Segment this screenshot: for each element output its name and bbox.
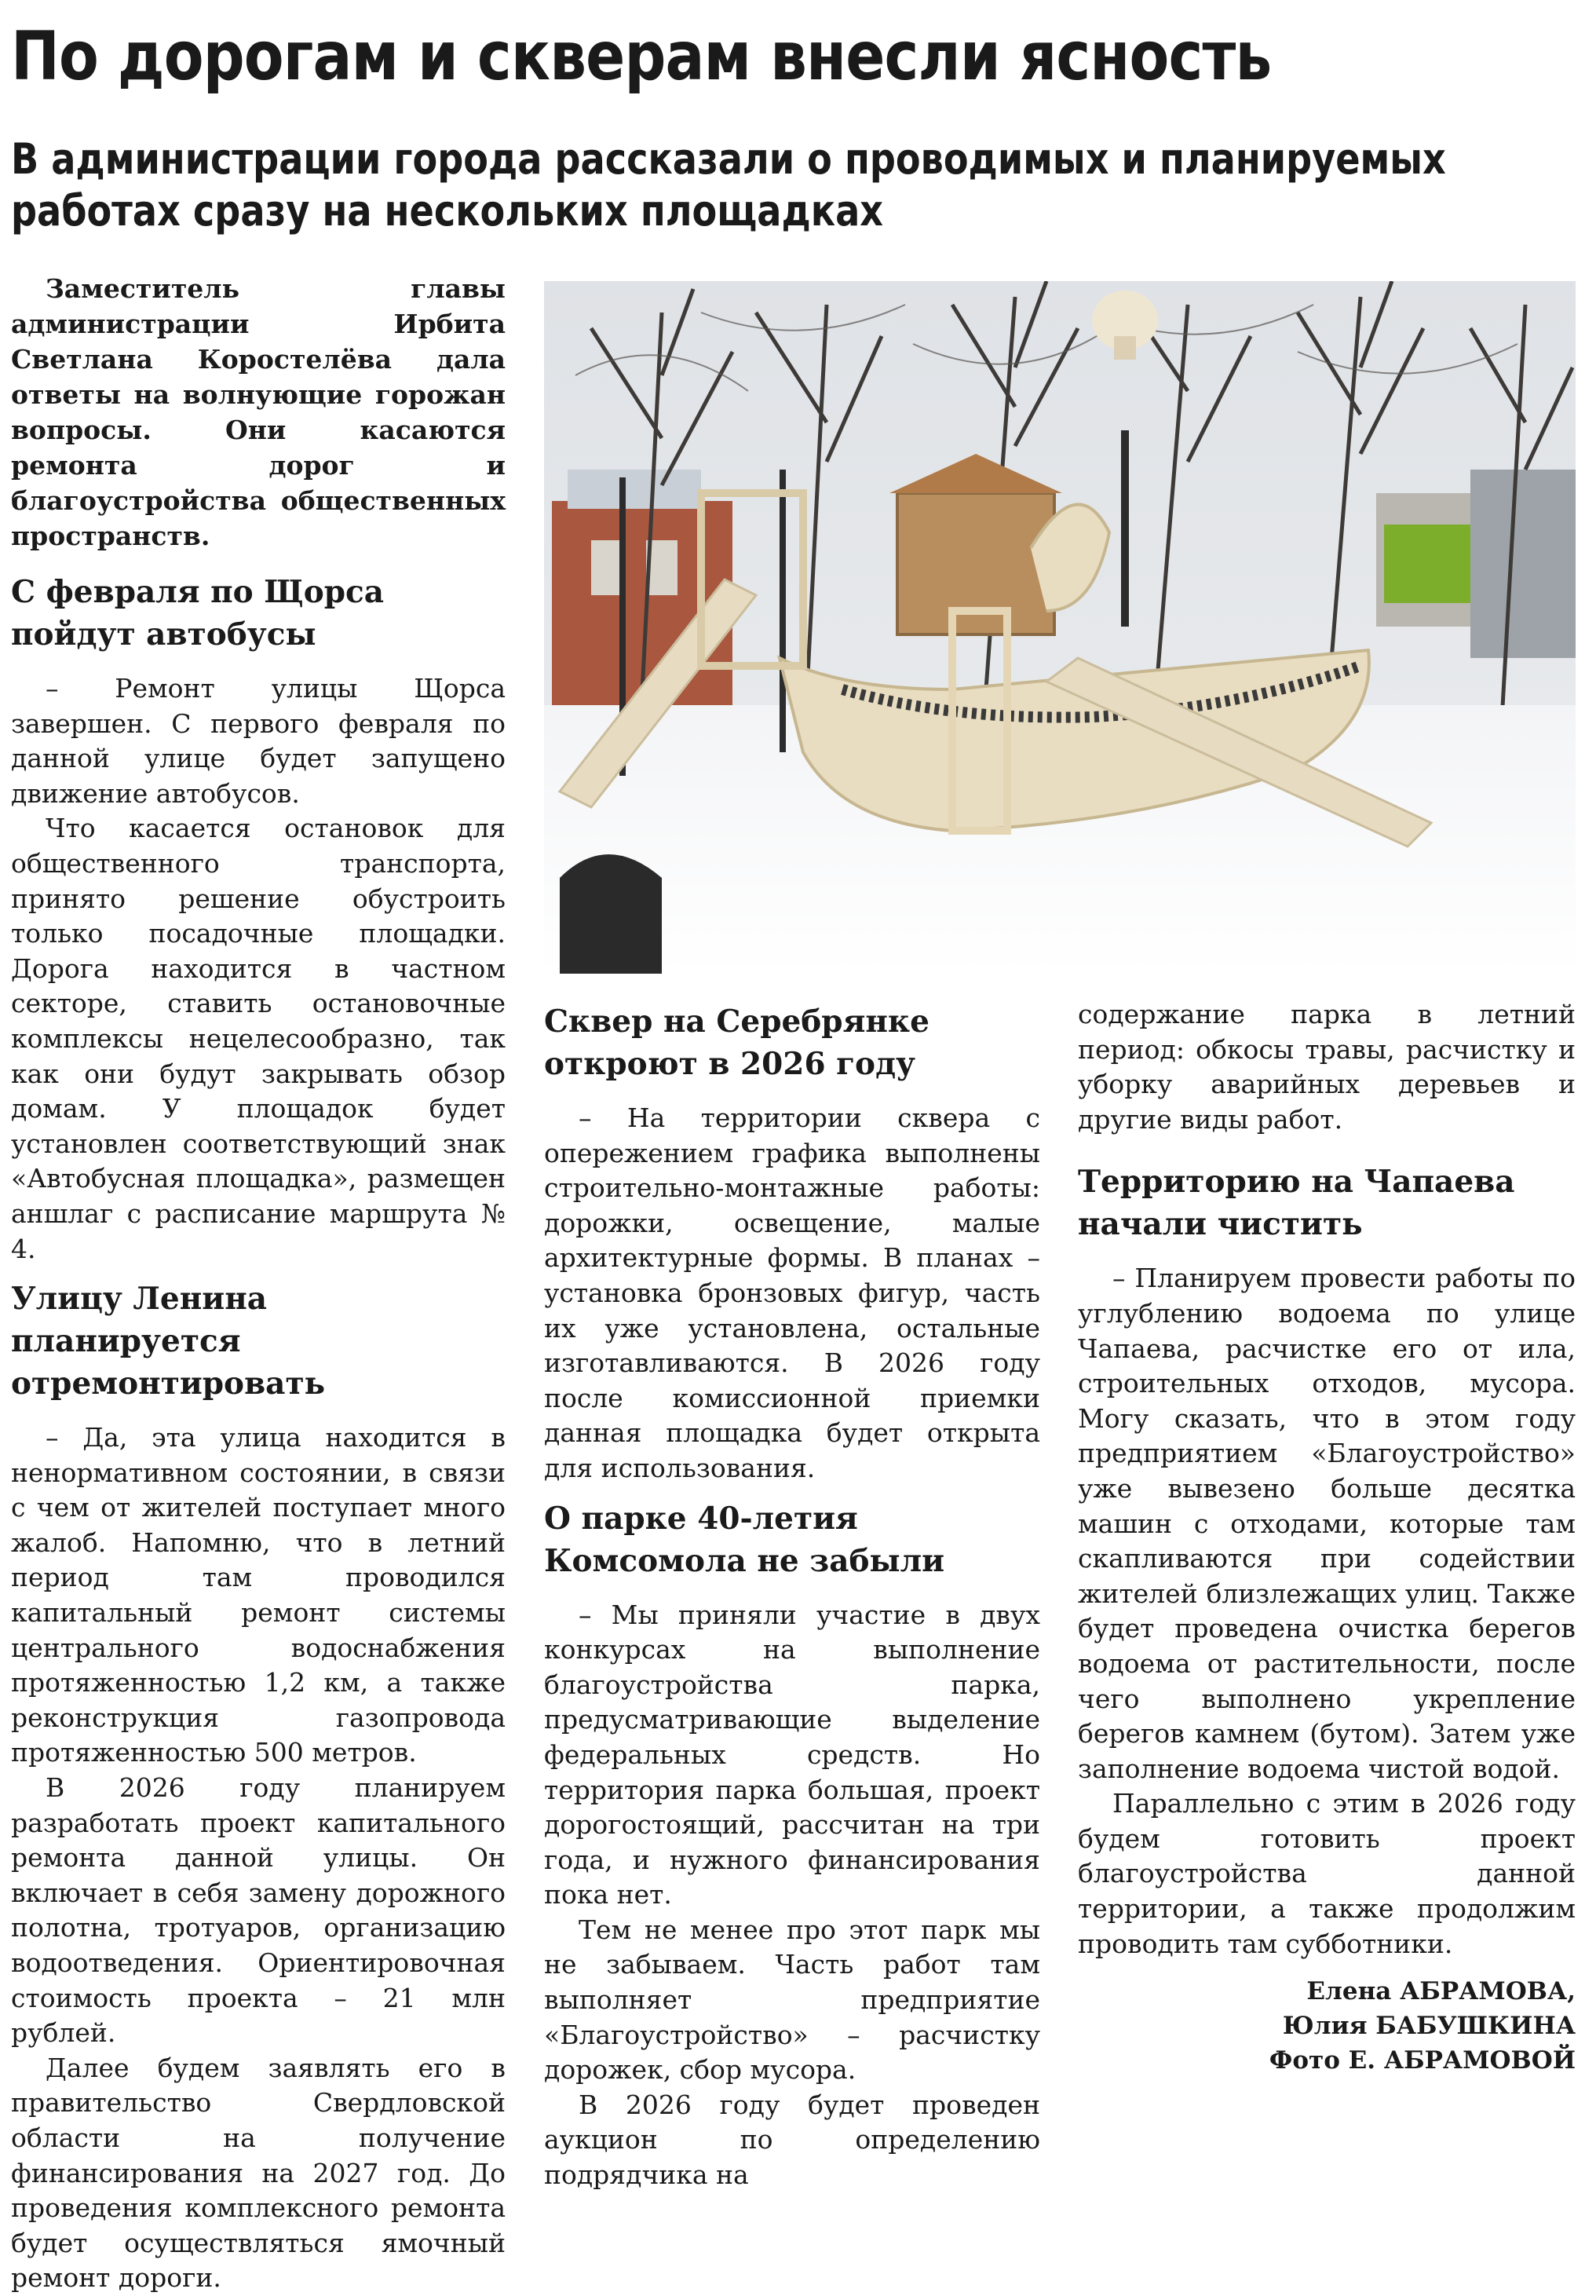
paragraph: Что касается остановок для общественного транспорта, принято решение обустроить только посадочные площадки. Дорога находится в частном секторе, ставить остановочные комплексы нецелесообразно, так как они будут закрывать обзор домам. У площадок будет установлен соответствующий знак «Автобусная площадка», размещен аншлаг с расписание маршрута № 4. — [11, 813, 506, 1264]
playground-ship-image — [544, 281, 1576, 974]
paragraph: Далее будем заявлять его в правительство Свердловской области на получение финансирования на 2027 год. До проведения комплексного ремонта будет осуществляться ямочный ремонт дороги. — [11, 2052, 506, 2294]
headline: По дорогам и скверам внесли ясность — [11, 17, 1272, 96]
article-photo — [544, 281, 1576, 974]
paragraph: – Ремонт улицы Щорса завершен. С первого февраля по данной улице будет запущено движение автобусов. — [11, 673, 506, 809]
section-heading-chapaeva: Территорию на Чапаева начали чистить — [1078, 1164, 1515, 1243]
paragraph: Параллельно с этим в 2026 году будем готовить проект благоустройства данной территории, а также продолжим проводить там субботники. — [1078, 1788, 1576, 1959]
byline-author-2: Юлия БАБУШКИНА — [1282, 2012, 1576, 2041]
byline — [1078, 1974, 1576, 2078]
paragraph: В 2026 году планируем разработать проект капитального ремонта данной улицы. Он включает в себя замену дорожного полотна, тротуаров, организацию водоотведения. Ориентировочная стоимость проекта – 21 млн рублей. — [11, 1772, 506, 2049]
subheadline: В администрации города рассказали о проводимых и планируемых работах сразу на нескольких площадках — [11, 134, 1446, 236]
section-heading-park-komsomola: О парке 40-летия Комсомола не забыли — [544, 1500, 944, 1579]
byline-photo-credit: Фото Е. АБРАМОВОЙ — [1269, 2046, 1576, 2075]
section-heading-shchorsa: С февраля по Щорса пойдут автобусы — [11, 574, 384, 653]
section-heading-serebryanka: Сквер на Серебрянке откроют в 2026 году — [544, 1004, 929, 1082]
paragraph: В 2026 году будет проведен аукцион по определению подрядчика на — [544, 2089, 1040, 2191]
section-heading-lenina: Улицу Ленина планируется отремонтировать — [11, 1281, 326, 1402]
column-1 — [11, 271, 506, 2296]
lead-paragraph: Заместитель главы администрации Ирбита Светлана Коростелёва дала ответы на волнующие горожан вопросы. Они касаются ремонта дорог и благоустройства общественных пространств. — [11, 273, 506, 551]
paragraph: – Планируем провести работы по углублению водоема по улице Чапаева, расчистке его от ила, строительных отходов, мусора. Могу сказать, что в этом году предприятием «Благоустройство» уже вывезено больше десятка машин с отходами, которые там скапливаются при содействии жителей близлежащих улиц. Также будет проведена очистка берегов водоема от растительности, после чего выполнено укрепление берегов камнем (бутом). Затем уже заполнение водоема чистой водой. — [1078, 1263, 1576, 1784]
paragraph: Тем не менее про этот парк мы не забываем. Часть работ там выполняет предприятие «Благоустройство» – расчистку дорожек, сбор мусора. — [544, 1914, 1040, 2086]
column-2 — [544, 997, 1040, 2193]
byline-author-1: Елена АБРАМОВА, — [1306, 1977, 1576, 2006]
column-3 — [1078, 997, 1576, 2078]
paragraph-continuation: содержание парка в летний период: обкосы травы, расчистку и уборку аварийных деревьев и другие виды работ. — [1078, 999, 1576, 1135]
paragraph: – На территории сквера с опережением графика выполнены строительно-монтажные работы: дорожки, освещение, малые архитектурные формы. В планах – установка бронзовых фигур, часть их уже установлена, остальные изготавливаются. В 2026 году после комиссионной приемки данная площадка будет открыта для использования. — [544, 1102, 1040, 1483]
paragraph: – Мы приняли участие в двух конкурсах на выполнение благоустройства парка, предусматривающие выделение федеральных средств. Но территория парка большая, проект дорогостоящий, рассчитан на три года, и нужного финансирования пока нет. — [544, 1599, 1040, 1910]
paragraph: – Да, эта улица находится в ненормативном состоянии, в связи с чем от жителей поступает много жалоб. Напомню, что в летний период там проводился капитальный ремонт системы центрального водоснабжения протяженностью 1,2 км, а также реконструкция газопровода протяженностью 500 метров. — [11, 1422, 506, 1768]
